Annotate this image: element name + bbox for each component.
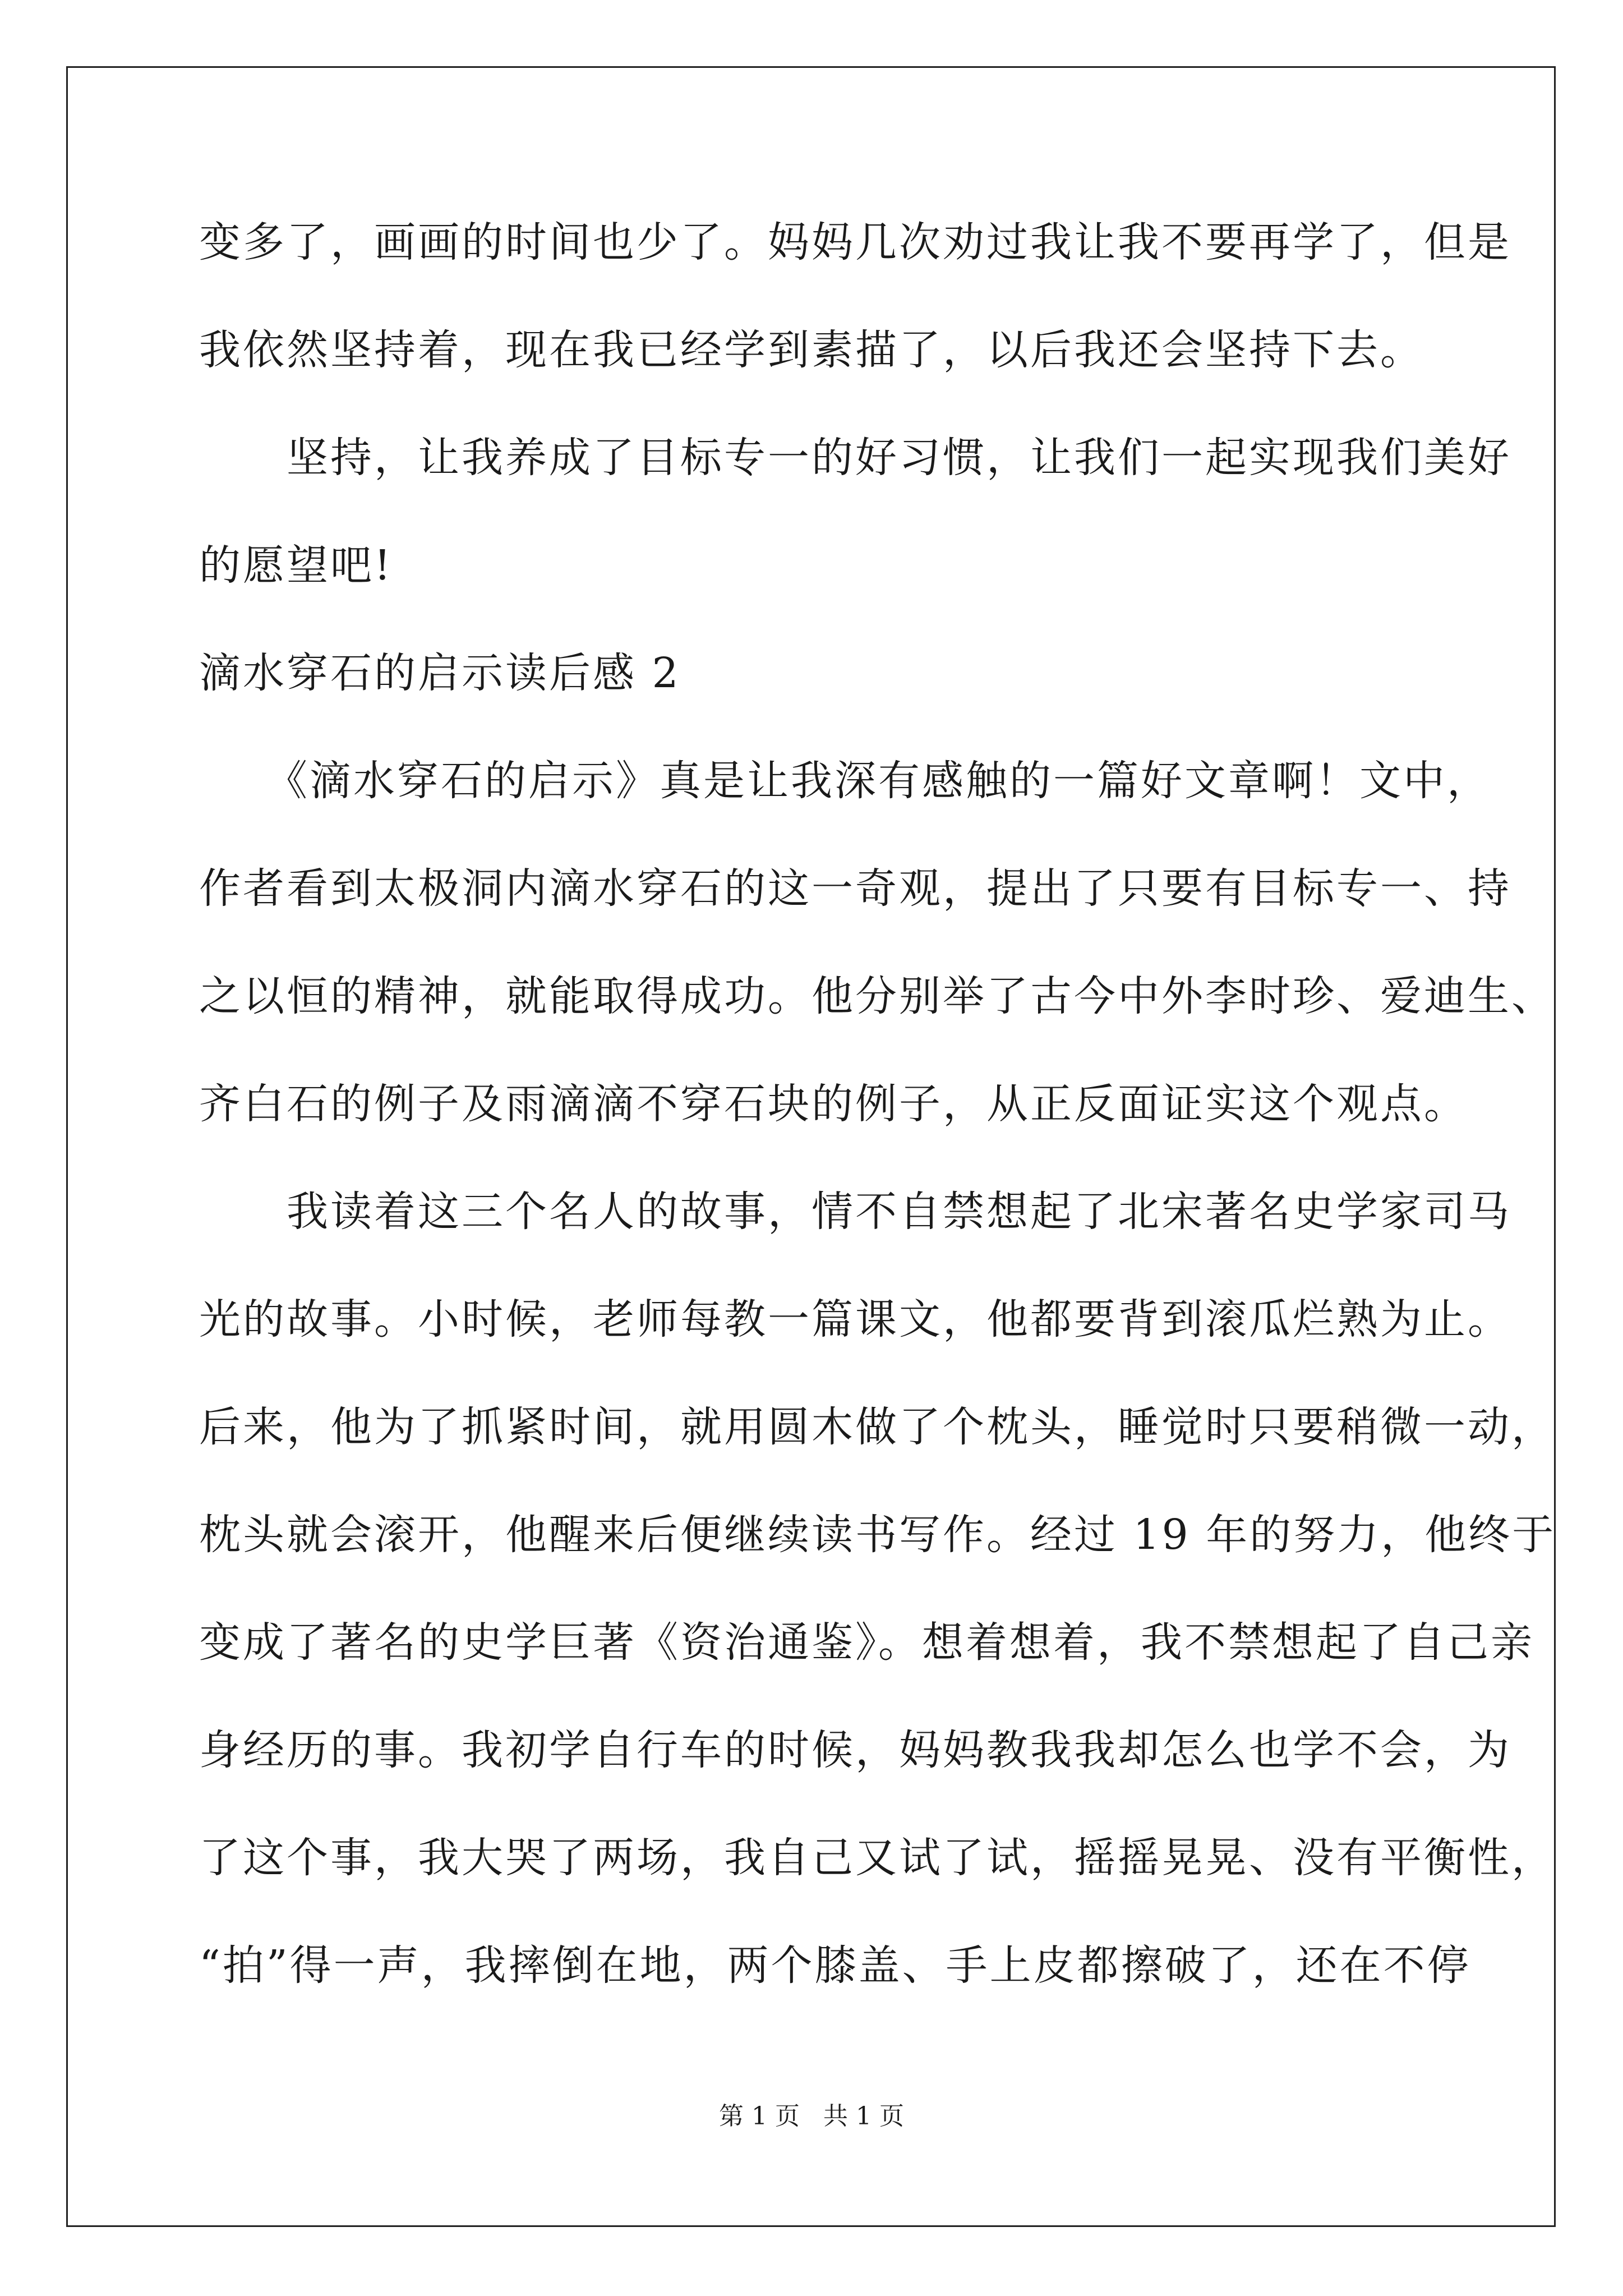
page-footer: 第 1 页 共 1 页 [719,2102,904,2131]
text-line: 后来，他为了抓紧时间，就用圆木做了个枕头，睡觉时只要稍微一动， [199,1403,1555,1451]
text-line: 光的故事。小时候，老师每教一篇课文，他都要背到滚瓜烂熟为止。 [199,1295,1511,1343]
text-line: 了这个事，我大哭了两场，我自己又试了试，摇摇晃晃、没有平衡性， [199,1834,1555,1882]
text-line: 变成了著名的史学巨著《资治通鉴》。想着想着，我不禁想起了自己亲 [199,1618,1534,1667]
text-line: “拍”得一声，我摔倒在地，两个膝盖、手上皮都擦破了，还在不停 [199,1941,1471,1990]
text-line: 《滴水穿石的启示》真是让我深有感触的一篇好文章啊！文中， [199,757,1491,805]
text-line: 变多了，画画的时间也少了。妈妈几次劝过我让我不要再学了，但是 [199,218,1511,266]
text-line: 枕头就会滚开，他醒来后便继续读书写作。经过 19 年的努力，他终于 [199,1511,1556,1559]
document-body [199,218,1556,2053]
text-line: 之以恒的精神，就能取得成功。他分别举了古今中外李时珍、爱迪生、 [199,972,1555,1020]
section-heading: 滴水穿石的启示读后感 2 [199,649,681,697]
text-line: 我读着这三个名人的故事，情不自禁想起了北宋著名史学家司马 [199,1188,1511,1236]
text-line: 的愿望吧! [199,541,393,590]
text-line: 身经历的事。我初学自行车的时候，妈妈教我我却怎么也学不会，为 [199,1726,1511,1774]
text-line: 我依然坚持着，现在我已经学到素描了，以后我还会坚持下去。 [199,326,1424,374]
text-line: 坚持，让我养成了目标专一的好习惯，让我们一起实现我们美好 [199,434,1511,482]
text-line: 齐白石的例子及雨滴滴不穿石块的例子，从正反面证实这个观点。 [199,1080,1468,1128]
text-line: 作者看到太极洞内滴水穿石的这一奇观，提出了只要有目标专一、持 [199,864,1511,913]
